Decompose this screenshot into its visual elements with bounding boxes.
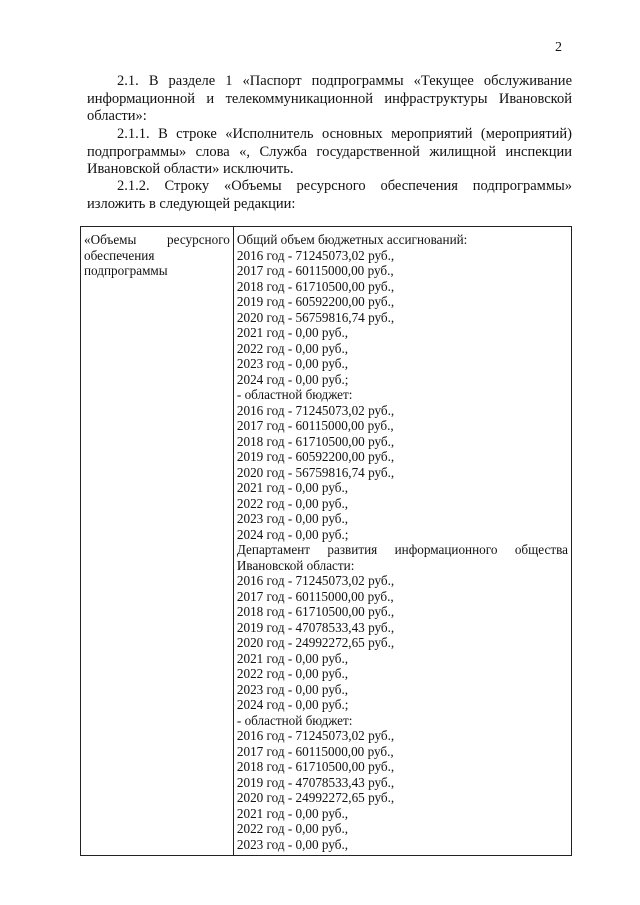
department-funding-line: 2020 год - 24992272,65 руб., xyxy=(236,635,395,650)
total-funding-line: - областной бюджет: xyxy=(236,387,353,402)
department-funding-line: 2024 год - 0,00 руб.; xyxy=(236,697,349,712)
department-funding-line: 2023 год - 0,00 руб., xyxy=(236,681,349,697)
department-funding-line: 2020 год - 24992272,65 руб., xyxy=(236,790,395,805)
paragraph-2-1 xyxy=(87,73,572,126)
department-funding-line: 2021 год - 0,00 руб., xyxy=(236,650,349,666)
total-funding-line: 2021 год - 0,00 руб., xyxy=(236,480,349,495)
total-funding-line: 2018 год - 61710500,00 руб., xyxy=(236,278,395,294)
department-funding-line: 2016 год - 71245073,02 руб., xyxy=(236,728,395,743)
paragraph-2-1-2 xyxy=(87,178,572,213)
total-funding-line: 2023 год - 0,00 руб., xyxy=(236,511,349,526)
department-funding-line: 2019 год - 47078533,43 руб., xyxy=(236,774,395,790)
department-funding-line: 2017 год - 60115000,00 руб., xyxy=(236,743,394,759)
department-funding-line: 2023 год - 0,00 руб., xyxy=(236,836,349,852)
total-funding-line: 2016 год - 71245073,02 руб., xyxy=(236,247,395,263)
total-funding-line: 2022 год - 0,00 руб., xyxy=(236,495,349,511)
total-funding-line: 2022 год - 0,00 руб., xyxy=(236,340,349,356)
paragraph-2-1-text: 2.1. В разделе 1 «Паспорт подпрограммы «Текущее обслуживание информационной и телекоммуникационной инфраструктуры Ивановской области»: xyxy=(87,73,572,124)
paragraph-2-1-1 xyxy=(87,126,572,179)
total-funding-line: 2021 год - 0,00 руб., xyxy=(236,325,349,340)
department-funding-line: 2016 год - 71245073,02 руб., xyxy=(236,573,395,588)
total-funding-line: 2019 год - 60592200,00 руб., xyxy=(236,294,395,309)
funding-table-row xyxy=(81,227,572,856)
department-heading-line-2: Ивановской области: xyxy=(236,557,355,573)
total-funding-line: 2016 год - 71245073,02 руб., xyxy=(236,402,395,418)
department-funding-line: 2018 год - 61710500,00 руб., xyxy=(236,604,395,619)
department-word-4: общества xyxy=(514,542,568,557)
department-funding-block xyxy=(237,573,568,852)
department-word-2: развития xyxy=(327,542,378,557)
row-label-word-2: ресурсного xyxy=(167,232,230,247)
department-funding-line: 2021 год - 0,00 руб., xyxy=(236,805,349,821)
department-funding-line: 2018 год - 61710500,00 руб., xyxy=(236,759,395,774)
department-funding-line: 2022 год - 0,00 руб., xyxy=(236,821,349,836)
row-value-cell xyxy=(233,227,571,856)
total-funding-line: 2023 год - 0,00 руб., xyxy=(236,356,349,371)
department-funding-line: 2019 год - 47078533,43 руб., xyxy=(236,619,395,635)
total-funding-line: 2017 год - 60115000,00 руб., xyxy=(236,263,394,278)
row-label-cell xyxy=(81,227,234,856)
department-funding-line: - областной бюджет: xyxy=(236,712,353,728)
total-funding-line: 2019 год - 60592200,00 руб., xyxy=(236,449,395,464)
total-funding-line: 2020 год - 56759816,74 руб., xyxy=(236,464,395,480)
paragraph-2-1-2-text: 2.1.2. Строку «Объемы ресурсного обеспечения подпрограммы» изложить в следующей редакции: xyxy=(87,178,572,212)
row-label-word-1: «Объемы xyxy=(84,232,137,247)
paragraph-2-1-1-text: 2.1.1. В строке «Исполнитель основных мероприятий (мероприятий) подпрограммы» слова «, Служба государственной жилищной инспекции Ивановской области» исключить. xyxy=(87,126,572,177)
total-funding-block xyxy=(237,232,568,542)
department-heading-line xyxy=(237,542,568,558)
department-word-3: информационного xyxy=(394,542,498,557)
department-word-1: Департамент xyxy=(236,542,311,557)
total-funding-line: 2017 год - 60115000,00 руб., xyxy=(236,418,394,433)
total-funding-line: 2020 год - 56759816,74 руб., xyxy=(236,309,395,325)
total-funding-line: 2024 год - 0,00 руб.; xyxy=(236,371,349,387)
total-funding-line: 2018 год - 61710500,00 руб., xyxy=(236,433,395,449)
row-label-line-2: обеспечения xyxy=(84,247,155,263)
total-funding-line: Общий объем бюджетных ассигнований: xyxy=(236,232,468,247)
row-label-line-3: подпрограммы xyxy=(84,263,168,278)
department-funding-line: 2022 год - 0,00 руб., xyxy=(236,666,349,681)
department-funding-line: 2017 год - 60115000,00 руб., xyxy=(236,588,394,604)
page-number: 2 xyxy=(555,40,562,55)
row-label-line-1 xyxy=(84,232,230,248)
total-funding-line: 2024 год - 0,00 руб.; xyxy=(236,526,349,542)
funding-table xyxy=(80,226,572,856)
